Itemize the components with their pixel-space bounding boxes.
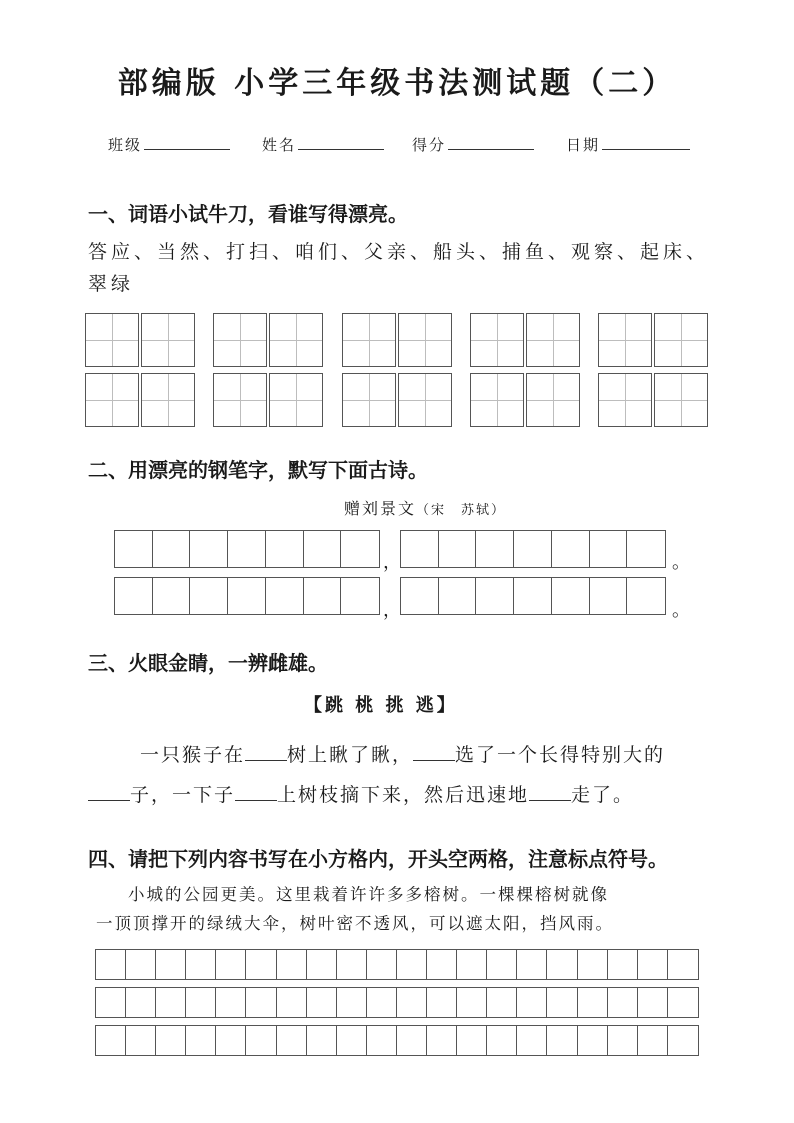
grid-cell[interactable] xyxy=(115,531,153,567)
tianzige-cell[interactable] xyxy=(342,313,396,367)
grid-cell[interactable] xyxy=(156,1026,186,1055)
grid-cell[interactable] xyxy=(156,950,186,979)
section2-heading: 二、用漂亮的钢笔字，默写下面古诗。 xyxy=(88,458,428,482)
section3-heading: 三、火眼金睛，一辨雌雄。 xyxy=(88,651,328,675)
date-line xyxy=(602,135,690,150)
blank-4[interactable] xyxy=(235,782,277,801)
grid-cell[interactable] xyxy=(246,1026,276,1055)
tianzige-cell[interactable] xyxy=(526,373,580,427)
poem-title-line xyxy=(344,496,506,519)
tianzige-cell[interactable] xyxy=(654,313,708,367)
poem-author: （宋 苏轼） xyxy=(416,503,507,518)
poem-line1-second-half[interactable] xyxy=(400,530,666,568)
grid-cell[interactable] xyxy=(397,950,427,979)
grid-cell[interactable] xyxy=(397,1026,427,1055)
grid-cell[interactable] xyxy=(216,950,246,979)
grid-cell[interactable] xyxy=(427,1026,457,1055)
tianzige-cell[interactable] xyxy=(269,373,323,427)
grid-cell[interactable] xyxy=(246,988,276,1017)
grid-cell[interactable] xyxy=(337,1026,367,1055)
tianzige-cell[interactable] xyxy=(598,313,652,367)
grid-cell[interactable] xyxy=(476,531,514,567)
grid-cell[interactable] xyxy=(427,988,457,1017)
grid-cell[interactable] xyxy=(457,1026,487,1055)
grid-cell[interactable] xyxy=(638,1026,668,1055)
class-label: 班级 xyxy=(108,136,143,154)
section1-words-line2: 翠绿 xyxy=(88,273,135,295)
grid-cell[interactable] xyxy=(266,531,304,567)
grid-cell[interactable] xyxy=(277,950,307,979)
tianzige-cell[interactable] xyxy=(398,313,452,367)
grid-cell[interactable] xyxy=(627,578,665,614)
grid-cell[interactable] xyxy=(277,988,307,1017)
class-field[interactable] xyxy=(108,134,230,155)
tianzige-cell[interactable] xyxy=(526,313,580,367)
tianzige-cell[interactable] xyxy=(470,373,524,427)
grid-cell[interactable] xyxy=(126,950,156,979)
grid-cell[interactable] xyxy=(153,578,191,614)
grid-cell[interactable] xyxy=(190,578,228,614)
grid-cell[interactable] xyxy=(487,950,517,979)
grid-cell[interactable] xyxy=(608,1026,638,1055)
grid-cell[interactable] xyxy=(401,531,439,567)
writing-row-2[interactable] xyxy=(95,987,699,1018)
poem-line2-first-half[interactable] xyxy=(114,577,380,615)
grid-cell[interactable] xyxy=(126,988,156,1017)
class-line xyxy=(144,135,230,150)
grid-cell[interactable] xyxy=(401,578,439,614)
fill-line1-b: 树上瞅了瞅， xyxy=(287,744,414,766)
grid-cell[interactable] xyxy=(397,988,427,1017)
blank-5[interactable] xyxy=(529,782,571,801)
grid-cell[interactable] xyxy=(590,578,628,614)
tianzige-cell[interactable] xyxy=(213,373,267,427)
grid-cell[interactable] xyxy=(547,950,577,979)
grid-cell[interactable] xyxy=(228,531,266,567)
grid-cell[interactable] xyxy=(638,988,668,1017)
grid-cell[interactable] xyxy=(427,950,457,979)
tianzige-cell[interactable] xyxy=(141,373,195,427)
grid-cell[interactable] xyxy=(304,578,342,614)
grid-cell[interactable] xyxy=(307,988,337,1017)
poem-line2-second-half[interactable] xyxy=(400,577,666,615)
grid-cell[interactable] xyxy=(216,988,246,1017)
word-options: 【跳 桃 挑 逃】 xyxy=(304,695,458,716)
tianzige-cell[interactable] xyxy=(342,373,396,427)
grid-cell[interactable] xyxy=(552,578,590,614)
fill-line2 xyxy=(88,780,634,807)
grid-cell[interactable] xyxy=(476,578,514,614)
grid-cell[interactable] xyxy=(668,950,698,979)
date-label: 日期 xyxy=(566,136,601,154)
grid-cell[interactable] xyxy=(517,1026,547,1055)
grid-cell[interactable] xyxy=(547,988,577,1017)
section1-words-line1: 答应、当然、打扫、咱们、父亲、船头、捕鱼、观察、起床、 xyxy=(88,241,710,263)
tianzige-cell[interactable] xyxy=(269,313,323,367)
grid-cell[interactable] xyxy=(216,1026,246,1055)
grid-cell[interactable] xyxy=(153,531,191,567)
grid-cell[interactable] xyxy=(547,1026,577,1055)
grid-cell[interactable] xyxy=(246,950,276,979)
tianzige-cell[interactable] xyxy=(213,313,267,367)
grid-cell[interactable] xyxy=(367,950,397,979)
grid-cell[interactable] xyxy=(266,578,304,614)
grid-cell[interactable] xyxy=(126,1026,156,1055)
grid-cell[interactable] xyxy=(638,950,668,979)
blank-1[interactable] xyxy=(245,742,287,761)
tianzige-cell[interactable] xyxy=(654,373,708,427)
grid-cell[interactable] xyxy=(487,988,517,1017)
tianzige-cell[interactable] xyxy=(85,373,139,427)
grid-cell[interactable] xyxy=(307,1026,337,1055)
tianzige-cell[interactable] xyxy=(470,313,524,367)
score-field[interactable] xyxy=(412,134,534,155)
page-title: 部编版 小学三年级书法测试题（二） xyxy=(117,66,677,101)
poem-line1-period: 。 xyxy=(672,552,690,573)
blank-2[interactable] xyxy=(413,742,455,761)
grid-cell[interactable] xyxy=(578,988,608,1017)
tianzige-cell[interactable] xyxy=(398,373,452,427)
poem-line2-comma: ， xyxy=(383,600,401,621)
score-label: 得分 xyxy=(412,136,447,154)
grid-cell[interactable] xyxy=(668,1026,698,1055)
section4-heading: 四、请把下列内容书写在小方格内，开头空两格，注意标点符号。 xyxy=(88,847,668,871)
blank-3[interactable] xyxy=(88,782,130,801)
fill-line2-c: 走了。 xyxy=(571,784,635,806)
fill-line2-a: 子，一下子 xyxy=(130,784,236,806)
grid-cell[interactable] xyxy=(186,988,216,1017)
grid-cell[interactable] xyxy=(439,531,477,567)
section1-heading: 一、词语小试牛刀，看谁写得漂亮。 xyxy=(88,202,408,226)
fill-line1-c: 选了一个长得特别大的 xyxy=(455,744,666,766)
grid-cell[interactable] xyxy=(627,531,665,567)
grid-cell[interactable] xyxy=(307,950,337,979)
grid-cell[interactable] xyxy=(517,950,547,979)
grid-cell[interactable] xyxy=(457,988,487,1017)
name-field[interactable] xyxy=(262,134,384,155)
grid-cell[interactable] xyxy=(439,578,477,614)
date-field[interactable] xyxy=(566,134,690,155)
grid-cell[interactable] xyxy=(487,1026,517,1055)
grid-cell[interactable] xyxy=(578,1026,608,1055)
name-label: 姓名 xyxy=(262,136,297,154)
grid-cell[interactable] xyxy=(115,578,153,614)
grid-cell[interactable] xyxy=(608,950,638,979)
grid-cell[interactable] xyxy=(341,578,379,614)
writing-row-3[interactable] xyxy=(95,1025,699,1056)
grid-cell[interactable] xyxy=(608,988,638,1017)
passage-line2: 一顶顶撑开的绿绒大伞，树叶密不透风，可以遮太阳，挡风雨。 xyxy=(96,914,614,933)
name-line xyxy=(298,135,384,150)
grid-cell[interactable] xyxy=(304,531,342,567)
fill-line2-b: 上树枝摘下来，然后迅速地 xyxy=(277,784,530,806)
tianzige-cell[interactable] xyxy=(598,373,652,427)
grid-cell[interactable] xyxy=(668,988,698,1017)
grid-cell[interactable] xyxy=(228,578,266,614)
grid-cell[interactable] xyxy=(190,531,228,567)
tianzige-cell[interactable] xyxy=(141,313,195,367)
grid-cell[interactable] xyxy=(96,988,126,1017)
grid-cell[interactable] xyxy=(337,950,367,979)
grid-cell[interactable] xyxy=(96,950,126,979)
grid-cell[interactable] xyxy=(552,531,590,567)
grid-cell[interactable] xyxy=(367,988,397,1017)
grid-cell[interactable] xyxy=(457,950,487,979)
grid-cell[interactable] xyxy=(186,950,216,979)
passage-line1: 小城的公园更美。这里栽着许许多多榕树。一棵棵榕树就像 xyxy=(128,885,609,904)
writing-row-1[interactable] xyxy=(95,949,699,980)
grid-cell[interactable] xyxy=(514,578,552,614)
fill-line1-a: 一只猴子在 xyxy=(140,744,246,766)
tianzige-cell[interactable] xyxy=(85,313,139,367)
grid-cell[interactable] xyxy=(367,1026,397,1055)
grid-cell[interactable] xyxy=(96,1026,126,1055)
poem-line1-first-half[interactable] xyxy=(114,530,380,568)
grid-cell[interactable] xyxy=(337,988,367,1017)
score-line xyxy=(448,135,534,150)
fill-line1 xyxy=(140,740,665,767)
grid-cell[interactable] xyxy=(277,1026,307,1055)
grid-cell[interactable] xyxy=(517,988,547,1017)
poem-title: 赠刘景文 xyxy=(344,499,417,518)
poem-line2-period: 。 xyxy=(672,600,690,621)
grid-cell[interactable] xyxy=(156,988,186,1017)
poem-line1-comma: ， xyxy=(383,552,401,573)
grid-cell[interactable] xyxy=(578,950,608,979)
grid-cell[interactable] xyxy=(341,531,379,567)
grid-cell[interactable] xyxy=(186,1026,216,1055)
grid-cell[interactable] xyxy=(590,531,628,567)
grid-cell[interactable] xyxy=(514,531,552,567)
